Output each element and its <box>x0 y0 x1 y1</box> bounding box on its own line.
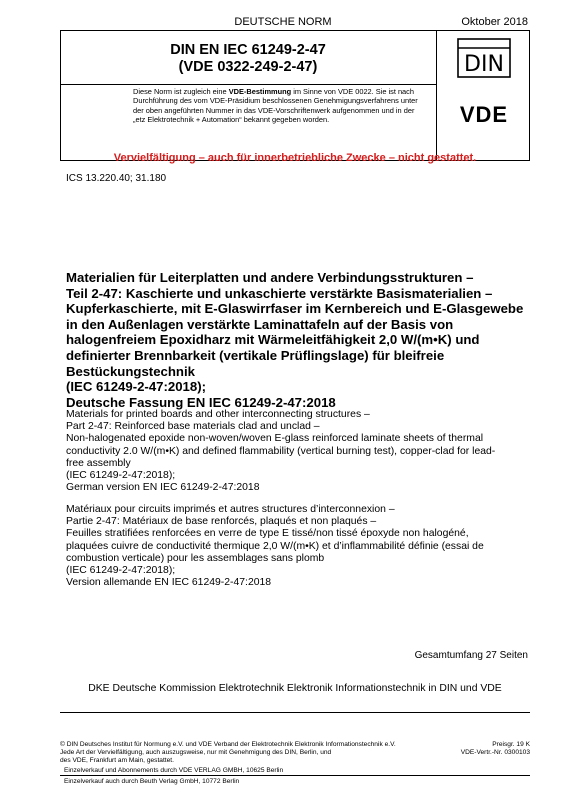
ics-code: ICS 13.220.40; 31.180 <box>66 173 167 184</box>
price-info <box>461 741 530 757</box>
din-logo <box>457 38 511 78</box>
vde-sales-number: VDE-Vertr.-Nr. 0300103 <box>460 749 530 757</box>
document-type: DEUTSCHE NORM <box>234 16 332 28</box>
standard-number: DIN EN IEC 61249-2-47 <box>170 42 326 58</box>
sales-beuth-verlag: Einzelverkauf auch durch Beuth Verlag GmbH, 10772 Berlin <box>64 778 240 785</box>
svg-text:VDE: VDE <box>459 103 509 125</box>
title-english: Materials for printed boards and other interconnecting structures – Part 2-47: Reinforced base materials clad and unclad – Non-halogenated epoxide non-woven/woven E-glass reinforced laminate sheets of thermal conductivity 2.0 W/(m•K) and defined flammability (vertical burning test), copper-clad for lead- free assembly (IEC 61249-2-47:2018); German version EN IEC 61249-2-47:2018 <box>66 409 496 494</box>
total-pages: Gesamtumfang 27 Seiten <box>414 650 528 661</box>
vde-note: Diese Norm ist zugleich eine VDE-Bestimmung im Sinne von VDE 0022. Sie ist nach Durchführung des vom VDE-Präsidium beschlossenen Genehmigungsverfahrens unter der oben angeführten Nummer in das VDE-Vorschriftenwerk aufgenommen und in der „etz Elektrotechnik + Automation“ bekannt gegeben worden. <box>133 87 418 125</box>
reproduction-warning: Vervielfältigung – auch für innerbetriebliche Zwecke – nicht gestattet. <box>113 152 477 164</box>
svg-text:DIN: DIN <box>464 52 504 77</box>
frame-divider <box>436 30 437 161</box>
vde-logo <box>451 103 517 125</box>
vde-classification-number: (VDE 0322-249-2-47) <box>178 59 318 75</box>
title-german: Materialien für Leiterplatten und andere Verbindungsstrukturen – Teil 2-47: Kaschierte und unkaschierte verstärkte Basismaterialien – Kupferkaschierte, mit E-Glaswirrfaser im Kernbereich und E-Glasgewebe in den Außenlagen verstärkte Laminattafeln auf der Basis von halogenfreiem Epoxidharz mit Wärmeleitfähigkeit 2,0 W/(m•K) und definierter Brennbarkeit (vertikale Prüflingslage) für bleifreie Bestückungstechnik (IEC 61249-2-47:2018); Deutsche Fassung EN IEC 61249-2-47:2018 <box>66 270 524 410</box>
issue-date: Oktober 2018 <box>461 16 528 28</box>
sales-vde-verlag: Einzelverkauf und Abonnements durch VDE VERLAG GMBH, 10625 Berlin <box>64 767 284 774</box>
footer-divider-2 <box>60 775 530 776</box>
footer-divider <box>60 712 530 713</box>
title-french: Matériaux pour circuits imprimés et autres structures d’interconnexion – Partie 2-47: Matériaux de base renforcés, plaqués et non plaqués – Feuilles stratifiées renforcées en verre de type E tissé/non tissé époxyde non halogéné, plaquées cuivre de conductivité thermique 2,0 W/(m•K) et d’inflammabilité définie (essai de combustion verticale) pour les assemblages sans plomb (IEC 61249-2-47:2018); Version allemande EN IEC 61249-2-47:2018 <box>66 504 484 589</box>
price-group: Preisgr. 19 K <box>492 741 530 748</box>
standard-number-block <box>60 30 436 85</box>
dke-line: DKE Deutsche Kommission Elektrotechnik Elektronik Informationstechnik in DIN und VDE <box>88 683 502 694</box>
copyright-notice: © DIN Deutsches Institut für Normung e.V. und VDE Verband der Elektrotechnik Elektronik Informationstechnik e.V. Jede Art der Vervielfältigung, auch auszugsweise, nur mit Genehmigung des DIN, Berlin, und des VDE, Frankfurt am Main, gestattet. <box>60 741 396 765</box>
